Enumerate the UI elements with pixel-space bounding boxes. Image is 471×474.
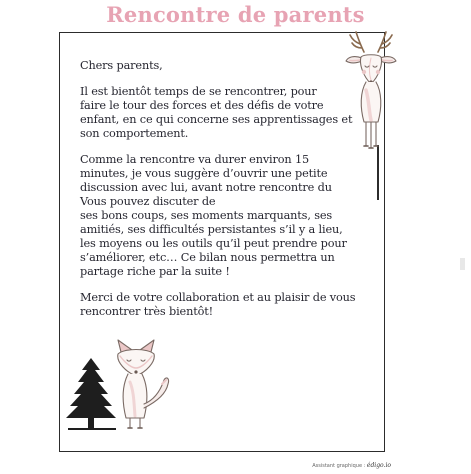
credit-brand: édigo.io: [366, 462, 391, 469]
letter-paragraph-closing: Merci de votre collaboration et au plaisir de vous rencontrer très bientôt!: [80, 291, 356, 318]
document-title: Rencontre de parents: [106, 2, 365, 27]
letter-greeting: Chers parents,: [80, 59, 163, 72]
letter-paragraph-intro: Il est bientôt temps de se rencontrer, pour faire le tour des forces et des défis de votre enfant, en ce qui concerne ses apprentissages et son comportement.: [80, 85, 353, 140]
side-marker: [460, 258, 465, 270]
deer-icon: [342, 30, 402, 152]
fox-icon: [110, 338, 170, 430]
credit-line: [312, 462, 391, 469]
letter-paragraph-discussion: Comme la rencontre va durer environ 15 minutes, je vous suggère d’ouvrir une petite discussion avec lui, avant notre rencontre du Vous pouvez discuter de ses bons coups, ses moments marquants, ses amitiés, ses difficultés persistantes s’il y a lieu, les moyens ou les outils qu’il peut prendre pour s’améliorer, etc… Ce bilan nous permettra un partage riche par la suite !: [80, 153, 347, 278]
credit-label: Assistant graphique :: [312, 463, 366, 469]
